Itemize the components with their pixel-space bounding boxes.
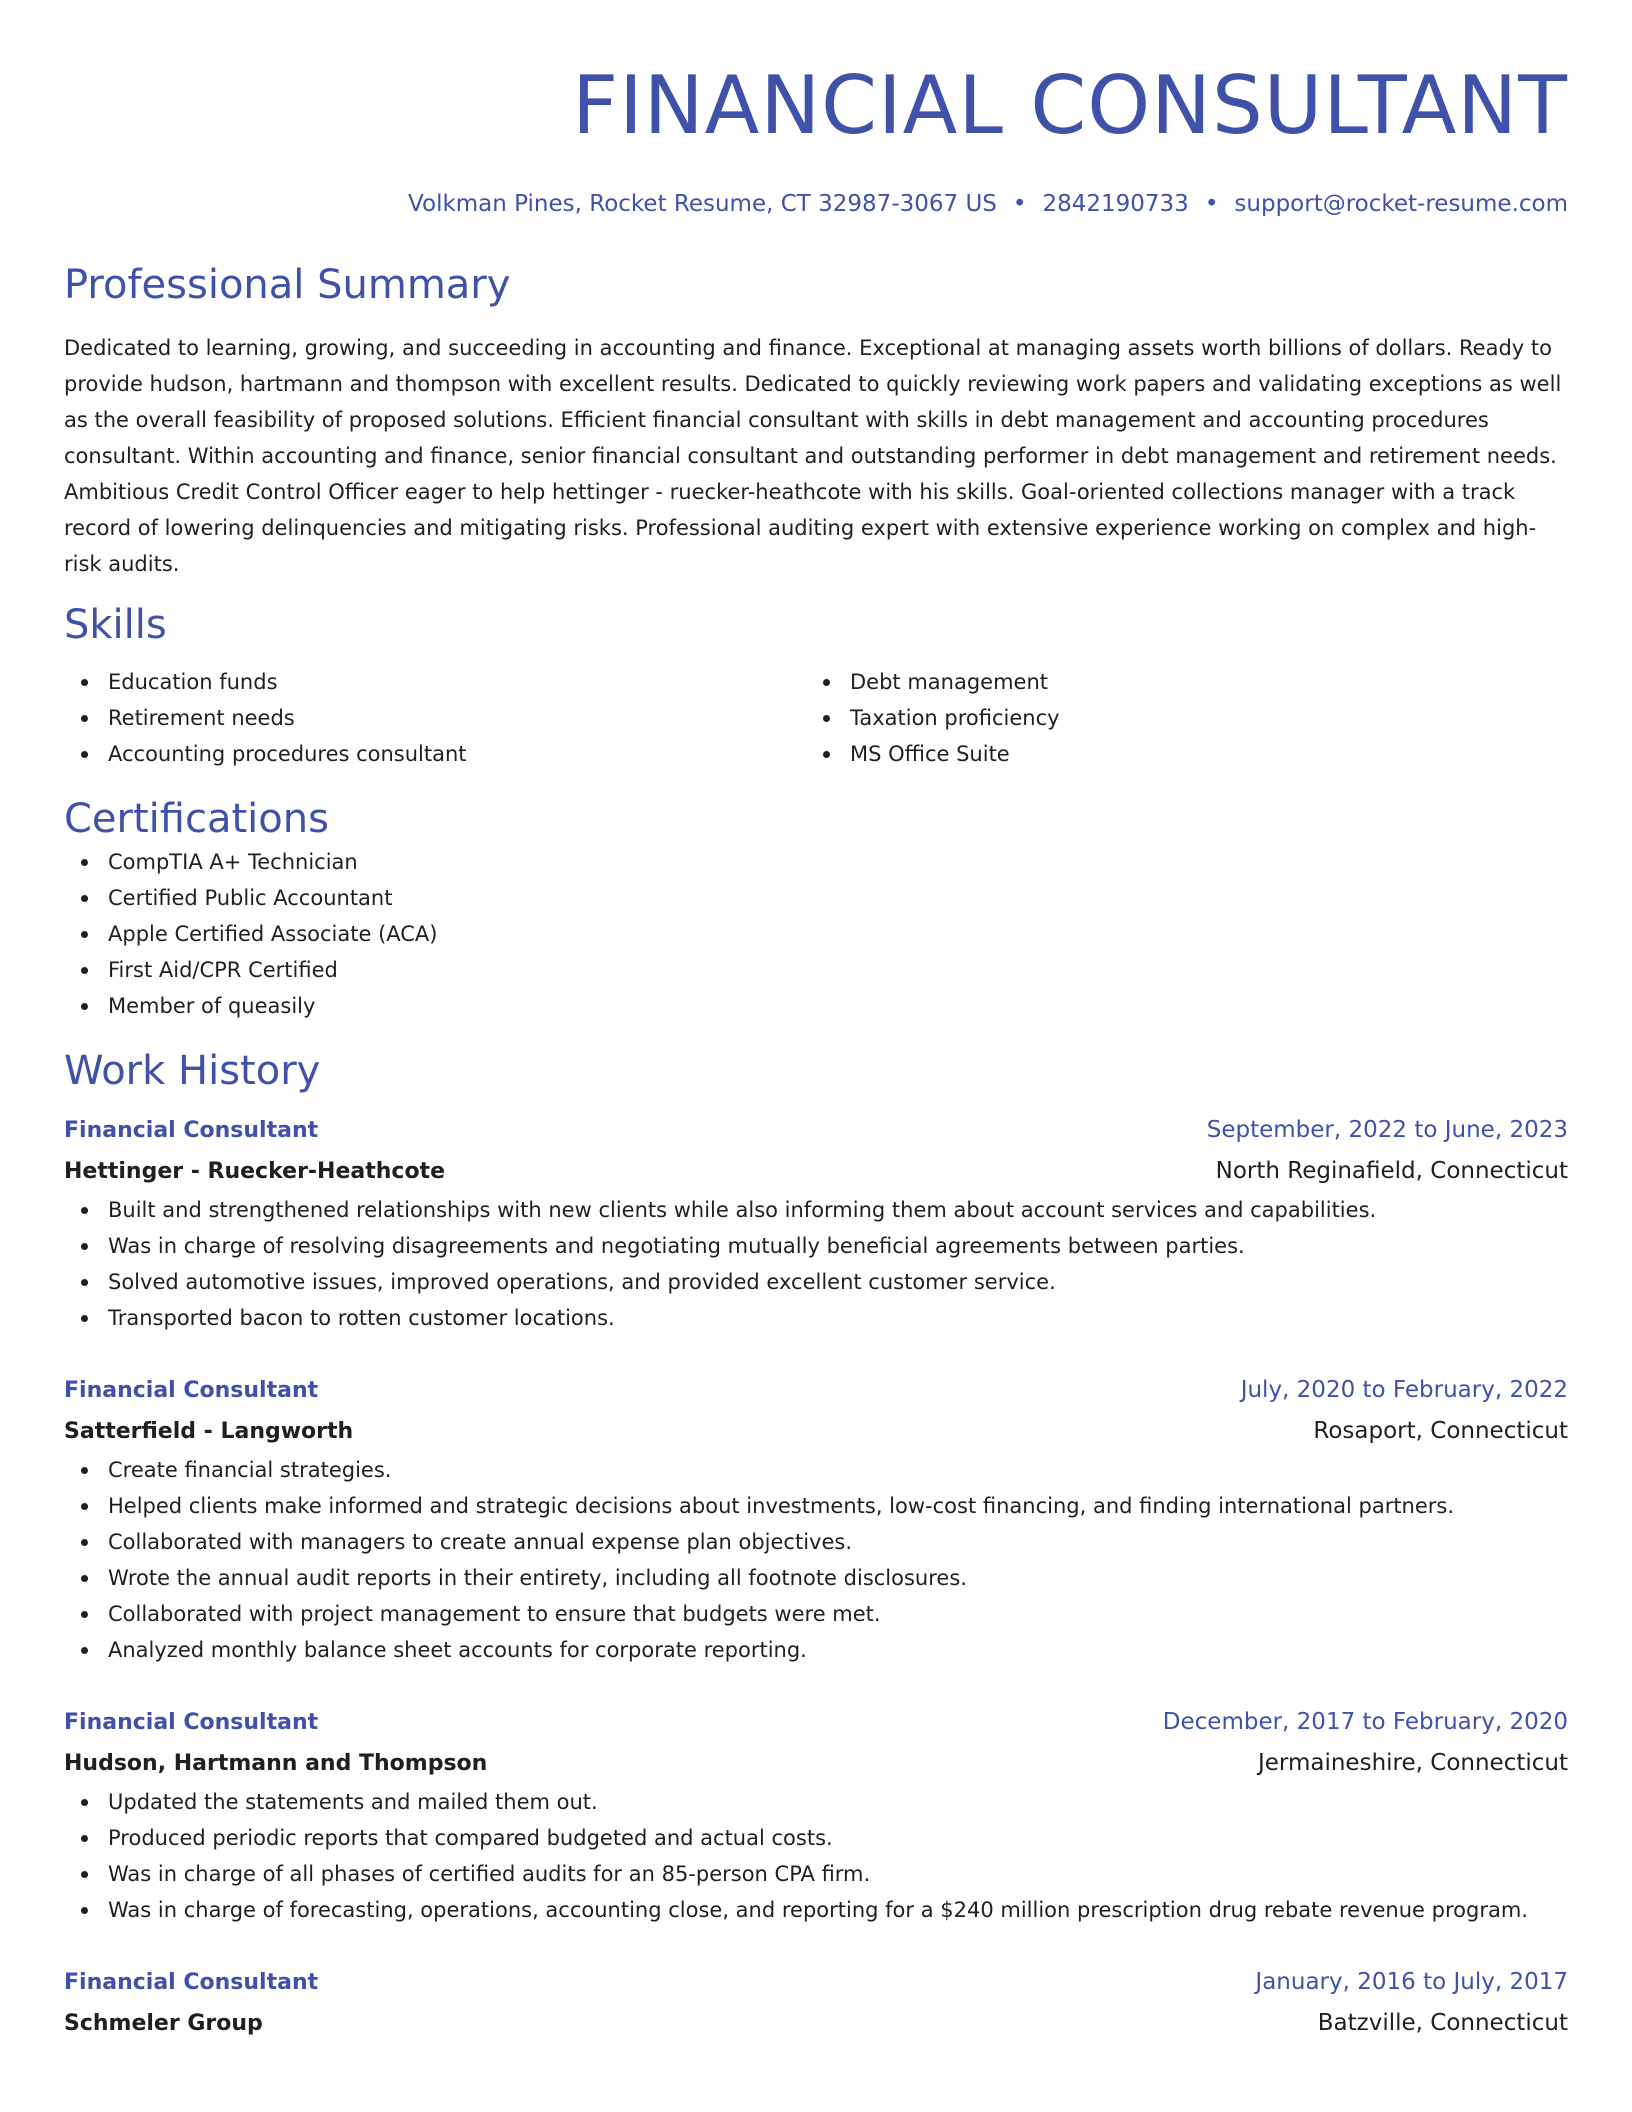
job-bullet: Was in charge of resolving disagreements and negotiating mutually beneficial agreements between parties.: [64, 1228, 1568, 1264]
job-bullet: Solved automotive issues, improved operations, and provided excellent customer service.: [64, 1264, 1568, 1300]
job-bullets: [64, 1452, 1568, 1668]
job-bullet: Collaborated with project management to ensure that budgets were met.: [64, 1596, 1568, 1632]
job-company: Schmeler Group: [64, 2011, 263, 2036]
job-title: Financial Consultant: [64, 1710, 319, 1735]
job-header: [64, 1702, 1568, 1743]
job-location: Rosaport, Connecticut: [1313, 1418, 1568, 1444]
job-bullet: Create financial strategies.: [64, 1452, 1568, 1488]
skills-column-left: [64, 664, 806, 772]
job-bullet: Was in charge of all phases of certified audits for an 85-person CPA firm.: [64, 1856, 1568, 1892]
skill-item: Education funds: [64, 664, 806, 700]
skills-column-right: [806, 664, 1548, 772]
job-bullet: Analyzed monthly balance sheet accounts for corporate reporting.: [64, 1632, 1568, 1668]
contact-address: Volkman Pines, Rocket Resume, CT 32987-3067 US: [408, 191, 997, 217]
job-entry: [64, 1370, 1568, 1668]
certification-item: Member of queasily: [64, 988, 1568, 1024]
certifications-heading: Certifications: [64, 796, 329, 842]
job-dates: September, 2022 to June, 2023: [1206, 1117, 1568, 1143]
job-title: Financial Consultant: [64, 1970, 319, 1995]
skills-list: [64, 664, 1568, 772]
job-location: Jermaineshire, Connecticut: [1257, 1750, 1568, 1776]
job-header: [64, 1962, 1568, 2003]
job-bullets: [64, 1784, 1568, 1928]
contact-separator: •: [1204, 191, 1219, 217]
certification-item: CompTIA A+ Technician: [64, 844, 1568, 880]
job-location: Batzville, Connecticut: [1317, 2010, 1568, 2036]
job-bullet: Produced periodic reports that compared budgeted and actual costs.: [64, 1820, 1568, 1856]
job-bullet: Collaborated with managers to create annual expense plan objectives.: [64, 1524, 1568, 1560]
contact-email[interactable]: support@rocket-resume.com: [1234, 191, 1568, 217]
skill-item: MS Office Suite: [806, 736, 1548, 772]
resume-title: FINANCIAL CONSULTANT: [572, 59, 1568, 152]
job-location: North Reginafield, Connecticut: [1215, 1158, 1568, 1184]
job-bullet: Updated the statements and mailed them out.: [64, 1784, 1568, 1820]
job-company: Hettinger - Ruecker-Heathcote: [64, 1159, 445, 1184]
job-title: Financial Consultant: [64, 1378, 319, 1403]
skill-item: Taxation proficiency: [806, 700, 1548, 736]
job-subheader: [64, 2003, 1568, 2044]
job-entry: [64, 1110, 1568, 1336]
job-bullet: Built and strengthened relationships with new clients while also informing them about account services and capabilities.: [64, 1192, 1568, 1228]
skill-item: Debt management: [806, 664, 1548, 700]
work-history-heading: Work History: [64, 1048, 321, 1094]
summary-text: Dedicated to learning, growing, and succeeding in accounting and finance. Exceptional at managing assets worth billions of dollars. Ready to provide hudson, hartmann and thompson with excellent results. Dedicated to quickly reviewing work papers and validating exceptions as well as the overall feasibility of proposed solutions. Efficient financial consultant with skills in debt management and accounting procedures consultant. Within accounting and finance, senior financial consultant and outstanding performer in debt management and retirement needs. Ambitious Credit Control Officer eager to help hettinger - ruecker-heathcote with his skills. Goal-oriented collections manager with a track record of lowering delinquencies and mitigating risks. Professional auditing expert with extensive experience working on complex and high-risk audits.: [64, 336, 1562, 576]
job-entry: [64, 1962, 1568, 2044]
job-header: [64, 1370, 1568, 1411]
job-subheader: [64, 1411, 1568, 1452]
job-subheader: [64, 1743, 1568, 1784]
job-dates: July, 2020 to February, 2022: [1240, 1377, 1568, 1403]
job-dates: December, 2017 to February, 2020: [1162, 1709, 1568, 1735]
resume-page: [64, 0, 1568, 2044]
skills-heading: Skills: [64, 602, 167, 648]
contact-line: [64, 188, 1568, 220]
job-dates: January, 2016 to July, 2017: [1255, 1969, 1568, 1995]
job-bullet: Transported bacon to rotten customer locations.: [64, 1300, 1568, 1336]
certification-item: Certified Public Accountant: [64, 880, 1568, 916]
skill-item: Retirement needs: [64, 700, 806, 736]
job-bullets: [64, 1192, 1568, 1336]
certification-item: First Aid/CPR Certified: [64, 952, 1568, 988]
summary-heading: Professional Summary: [64, 262, 511, 308]
contact-separator: •: [1012, 191, 1027, 217]
skill-item: Accounting procedures consultant: [64, 736, 806, 772]
contact-phone: 2842190733: [1042, 191, 1189, 217]
job-bullet: Wrote the annual audit reports in their entirety, including all footnote disclosures.: [64, 1560, 1568, 1596]
job-company: Satterfield - Langworth: [64, 1419, 354, 1444]
job-bullet: Helped clients make informed and strategic decisions about investments, low-cost financing, and finding international partners.: [64, 1488, 1568, 1524]
certifications-list: [64, 844, 1568, 1024]
job-bullet: Was in charge of forecasting, operations, accounting close, and reporting for a $240 million prescription drug rebate revenue program.: [64, 1892, 1568, 1928]
job-header: [64, 1110, 1568, 1151]
job-title: Financial Consultant: [64, 1118, 319, 1143]
certification-item: Apple Certified Associate (ACA): [64, 916, 1568, 952]
job-entry: [64, 1702, 1568, 1928]
job-subheader: [64, 1151, 1568, 1192]
job-company: Hudson, Hartmann and Thompson: [64, 1751, 488, 1776]
